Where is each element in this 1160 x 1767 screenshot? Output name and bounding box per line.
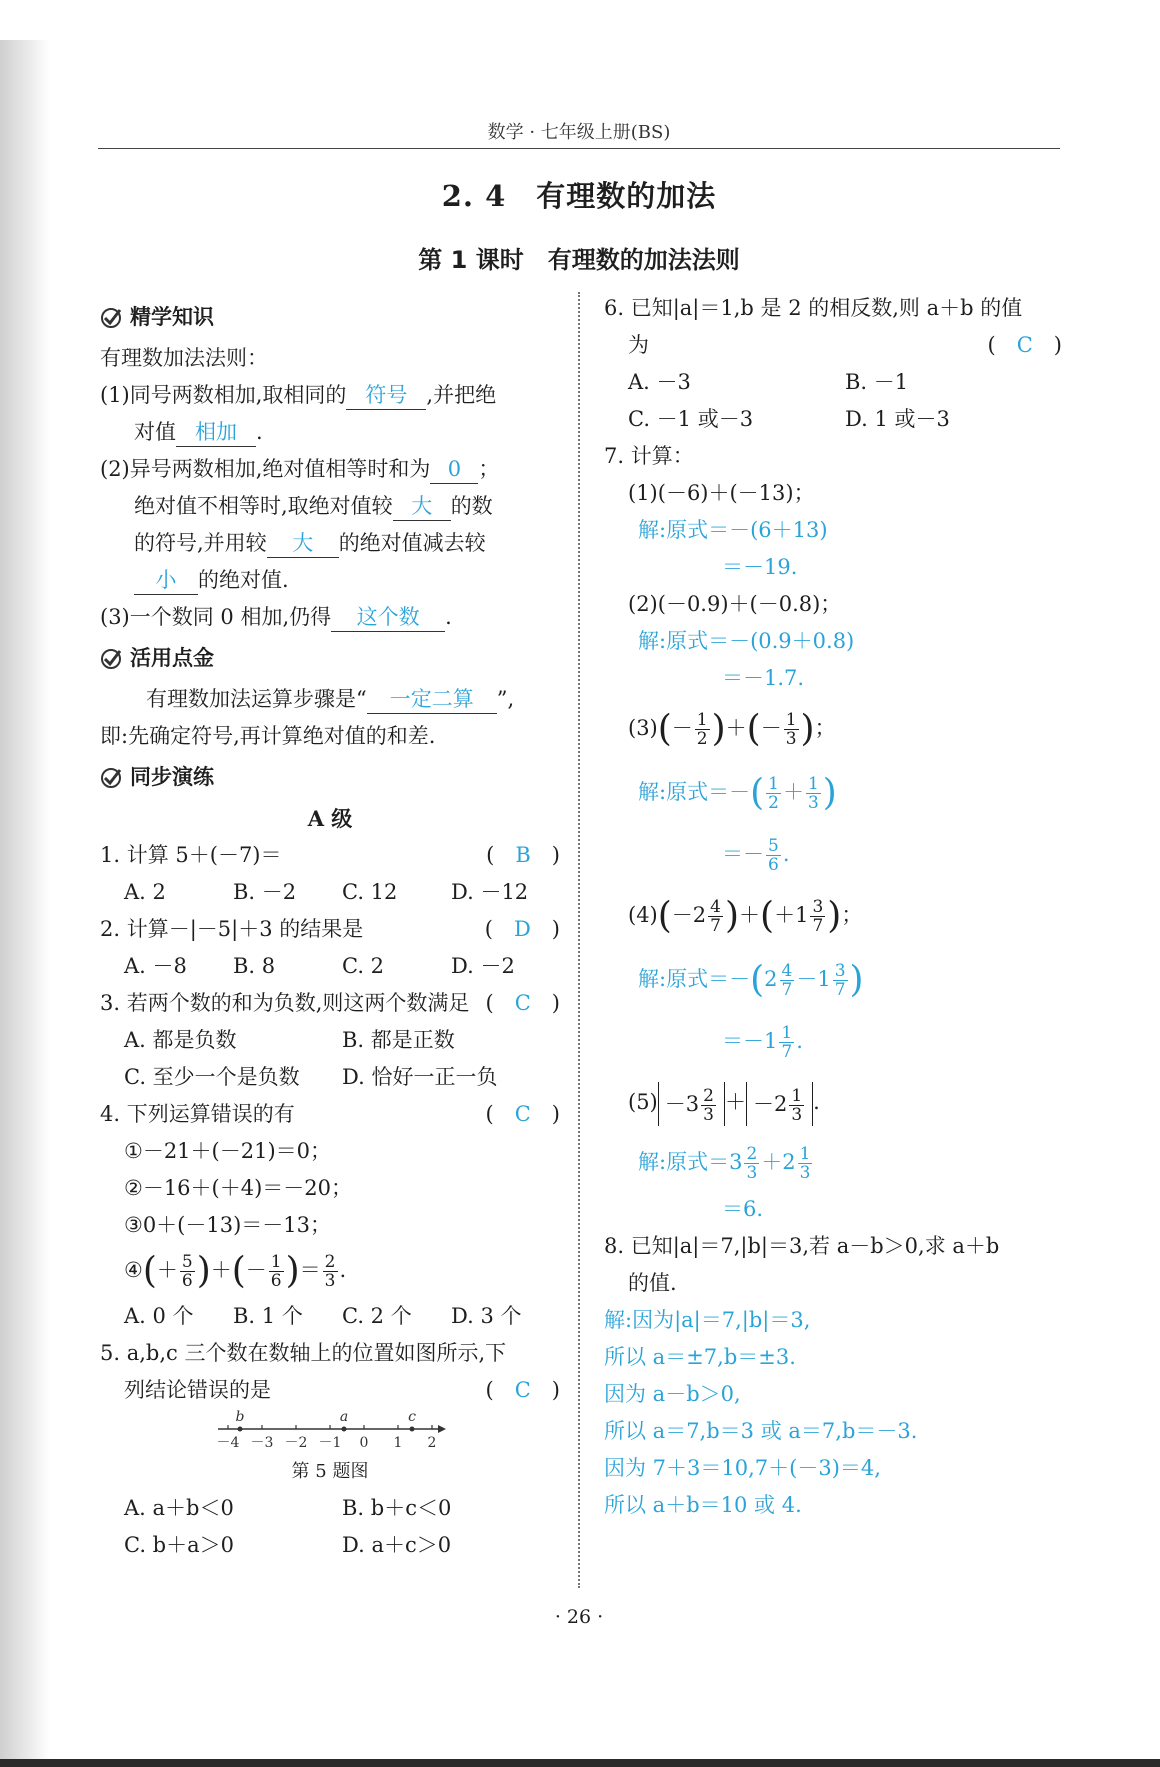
tick-label: 0 [359,1434,369,1451]
answer-choice: C [1016,333,1033,357]
answer-choice: C [514,1102,531,1126]
check-badge-icon [100,307,122,329]
tick-label: 1 [393,1434,403,1451]
q4-item: ②－16＋(＋4)＝－20； [124,1176,353,1200]
solution-line: ＝－1 $\frac{1}{7}$ . [722,1023,803,1062]
blank-answer: 小 [134,566,198,595]
point-label: a [339,1408,349,1425]
question-6-cont: 为 ( C ) [628,333,1062,357]
q8-solution: 因为 7＋3＝10,7＋(－3)＝4, [604,1456,881,1480]
options-q6: A. －3 B. －1 [628,370,909,394]
options-q1: A. 2 B. －2 C. 12 D. －12 [124,880,529,904]
q4-item: ①－21＋(－21)＝0； [124,1139,332,1163]
tick-label: －3 [250,1434,274,1451]
solution-line: ＝6. [722,1197,764,1221]
question-5: 5. a,b,c 三个数在数轴上的位置如图所示,下 [100,1340,507,1365]
blank-answer: 相加 [176,418,256,447]
problem-1: (1)(－6)＋(－13)； [628,481,815,505]
right-column [604,290,1062,1524]
solution-line: 解:原式＝3 $\frac{2}{3}$ ＋2 $\frac{1}{3}$ [638,1144,811,1183]
blank-answer: 符号 [346,381,426,410]
solution-line: 解:原式＝－(6＋13) [638,518,828,542]
options-q5: C. b＋a＞0 D. a＋c＞0 [124,1532,452,1557]
solution-line: ＝－19. [722,555,798,579]
tip-line-2: 即:先确定符号,再计算绝对值的和差. [100,724,436,748]
point-label: b [235,1408,245,1425]
page-edge-shadow [0,40,50,1760]
blank-answer: 0 [430,455,478,484]
options-q6: C. －1 或－3 D. 1 或－3 [628,407,950,431]
answer-choice: B [515,843,531,867]
solution-line: 解:原式＝－(0.9＋0.8) [638,629,855,653]
q8-solution: 所以 a＝±7,b＝±3. [604,1345,796,1369]
question-2: 2. 计算－|－5|＋3 的结果是 ( D ) [100,917,560,941]
options-q2: A. －8 B. 8 C. 2 D. －2 [124,954,515,978]
problem-4: (4)(－2 $\frac{4}{7}$ )＋(＋1 $\frac{3}{7}$ )； [628,895,863,937]
tick-label: －4 [216,1434,240,1451]
options-q3: A. 都是负数 B. 都是正数 [124,1028,455,1052]
section-title: 2. 4 有理数的加法 [441,179,717,213]
page-number: · 26 · [554,1606,604,1628]
point-label: c [408,1408,416,1425]
solution-line: ＝－ $\frac{5}{6}$ . [722,836,790,875]
answer-choice: C [514,1377,531,1402]
q4-item: ③0＋(－13)＝－13； [124,1213,332,1237]
section-heading-tips: 活用点金 [100,640,560,677]
tick-label: 2 [427,1434,437,1451]
tip-line: 有理数加法运算步骤是“ 一定二算 ”, [100,681,560,718]
rule-intro: 有理数加法法则： [100,346,268,370]
left-column [100,295,560,1564]
rule-3: (3)一个数同 0 相加,仍得 这个数 . [100,599,560,636]
number-line-figure [100,1409,560,1453]
tick-label: －1 [318,1434,342,1451]
rule-1-cont: 对值 相加 . [100,414,560,451]
question-7: 7. 计算： [604,444,694,468]
question-1: 1. 计算 5＋(－7)＝ ( B ) [100,843,560,867]
lesson-subtitle: 第 1 课时 有理数的加法法则 [418,246,740,274]
section-heading-study: 精学知识 [100,299,560,336]
rule-2: (2)异号两数相加,绝对值相等时和为 0 ； [100,451,560,488]
header-rule [98,148,1060,149]
bottom-bar [0,1759,1160,1767]
q4-item-fraction: ④(＋ $\frac{5}{6}$ )＋(－ $\frac{1}{6}$ )＝ $\frac{2}{3}$ . [124,1250,347,1292]
blank-answer: 这个数 [331,603,445,632]
level-heading: A 级 [307,806,353,831]
running-header: 数学 · 七年级上册(BS) [487,122,671,143]
solution-line: 解:原式＝－(2 $\frac{4}{7}$ －1 $\frac{3}{7}$ ) [638,959,864,1000]
answer-choice: D [513,917,531,941]
answer-choice: C [514,991,531,1015]
column-divider [578,292,580,1588]
options-q4: A. 0 个 B. 1 个 C. 2 个 D. 3 个 [124,1303,522,1328]
q8-solution: 所以 a＝7,b＝3 或 a＝7,b＝－3. [604,1419,918,1443]
problem-5: (5) －3 $\frac{2}{3}$ ＋ －2 $\frac{1}{3}$ . [604,1071,1062,1133]
question-5-cont: 列结论错误的是 ( C ) [124,1377,560,1402]
question-3: 3. 若两个数的和为负数,则这两个数满足 ( C ) [100,991,560,1015]
number-line [210,1409,450,1455]
problem-3: (3)(－ $\frac{1}{2}$ )＋(－ $\frac{1}{3}$ )； [628,708,836,750]
options-q5: A. a＋b＜0 B. b＋c＜0 [124,1495,452,1520]
blank-answer: 一定二算 [367,685,497,714]
blank-answer: 大 [267,529,339,558]
q8-solution: 因为 a－b＞0, [604,1382,741,1406]
check-badge-icon [100,648,122,670]
question-4: 4. 下列运算错误的有 ( C ) [100,1102,560,1126]
rule-2-cont: 小 的绝对值. [100,562,560,599]
rule-2-cont: 绝对值不相等时,取绝对值较 大 的数 [100,488,560,525]
question-6: 6. 已知|a|＝1,b 是 2 的相反数,则 a＋b 的值 [604,296,1023,320]
rule-2-cont: 的符号,并用较 大 的绝对值减去较 [100,525,560,562]
section-heading-practice: 同步演练 [100,759,560,796]
rule-1: (1)同号两数相加,取相同的 符号 ,并把绝 [100,377,560,414]
solution-line: ＝－1.7. [722,666,805,690]
q8-solution: 解:因为|a|＝7,|b|＝3, [604,1308,811,1332]
q8-solution: 所以 a＋b＝10 或 4. [604,1493,802,1517]
blank-answer: 大 [393,492,451,521]
tick-label: －2 [284,1434,308,1451]
options-q3: C. 至少一个是负数 D. 恰好一正一负 [124,1065,498,1089]
question-8-cont: 的值. [628,1271,677,1295]
figure-caption: 第 5 题图 [291,1460,369,1482]
solution-line: 解:原式＝－( $\frac{1}{2}$ ＋ $\frac{1}{3}$ ) [638,772,837,813]
check-badge-icon [100,767,122,789]
question-8: 8. 已知|a|＝7,|b|＝3,若 a－b＞0,求 a＋b [604,1234,1000,1258]
problem-2: (2)(－0.9)＋(－0.8)； [628,592,842,616]
